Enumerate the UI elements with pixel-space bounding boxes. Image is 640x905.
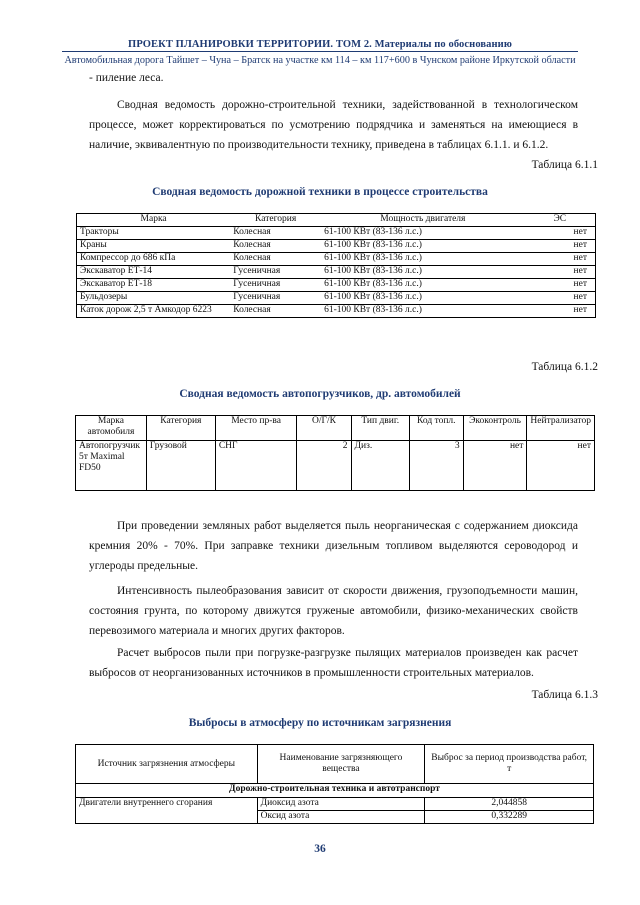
table-header-cell: Марка bbox=[77, 214, 231, 227]
table-row bbox=[76, 798, 594, 811]
table-header-cell: Код топл. bbox=[409, 416, 463, 441]
table-row bbox=[77, 227, 596, 240]
table-row bbox=[77, 279, 596, 292]
table-cell: Колесная bbox=[230, 253, 321, 266]
table-row bbox=[77, 292, 596, 305]
table-header-cell: Источник загрязнения атмосферы bbox=[76, 745, 258, 784]
table-cell: нет bbox=[525, 266, 596, 279]
paragraph-intensity: Интенсивность пылеобразования зависит от скорости движения, грузоподъемности машин, состояния грунта, по которому движутся груженые автомобили, физико-механических свойств перевозимого материала и многих других факторов. bbox=[89, 585, 578, 637]
table3-caption: Выбросы в атмосферу по источникам загрязнения bbox=[188, 717, 452, 729]
table-header-cell: Марка автомобиля bbox=[76, 416, 147, 441]
table-cell: Колесная bbox=[230, 305, 321, 318]
table-row bbox=[76, 441, 595, 491]
paragraph-dust: При проведении земляных работ выделяется пыль неорганическая с содержанием диоксида кремния 20% - 70%. При заправке техники дизельным топливом выделяются сероводород и углероды предельные. bbox=[89, 520, 578, 572]
table-cell: нет bbox=[525, 292, 596, 305]
table-cell: Бульдозеры bbox=[77, 292, 231, 305]
table-header-cell: Категория bbox=[146, 416, 215, 441]
table-cell: Колесная bbox=[230, 227, 321, 240]
table-section-row bbox=[76, 784, 594, 798]
document-header-title: ПРОЕКТ ПЛАНИРОВКИ ТЕРРИТОРИИ. ТОМ 2. Материалы по обоснованию bbox=[128, 39, 512, 50]
table-header-cell: О/Г/К bbox=[297, 416, 351, 441]
table-cell: Грузовой bbox=[146, 441, 215, 491]
table2-label: Таблица 6.1.2 bbox=[531, 361, 598, 373]
table2-caption: Сводная ведомость автопогрузчиков, др. автомобилей bbox=[179, 388, 461, 400]
table-cell: Каток дорож 2,5 т Амкодор 6223 bbox=[77, 305, 231, 318]
page-number: 36 bbox=[314, 843, 326, 855]
table1-label: Таблица 6.1.1 bbox=[531, 159, 598, 171]
table-cell: 61-100 КВт (83-136 л.с.) bbox=[321, 227, 525, 240]
table-row bbox=[77, 305, 596, 318]
table-cell: Краны bbox=[77, 240, 231, 253]
table-header-cell: ЭС bbox=[525, 214, 596, 227]
table-header-row bbox=[76, 745, 594, 784]
table-cell: нет bbox=[525, 305, 596, 318]
table-cell: Экскаватор ЕТ-18 bbox=[77, 279, 231, 292]
table-cell: Тракторы bbox=[77, 227, 231, 240]
table-row bbox=[77, 266, 596, 279]
table1-caption: Сводная ведомость дорожной техники в процессе строительства bbox=[152, 186, 488, 198]
document-header-subtitle: Автомобильная дорога Тайшет – Чуна – Братск на участке км 114 – км 117+600 в Чунском районе Иркутской области bbox=[64, 55, 576, 66]
table-cell: Компрессор до 686 кПа bbox=[77, 253, 231, 266]
table-header-row bbox=[77, 214, 596, 227]
table-cell: 61-100 КВт (83-136 л.с.) bbox=[321, 292, 525, 305]
table-cell: Автопогрузчик 5т Maximal FD50 bbox=[76, 441, 147, 491]
paragraph-list-item: - пиление леса. bbox=[89, 72, 164, 84]
table-header-cell: Место пр-ва bbox=[215, 416, 297, 441]
table-vehicles bbox=[75, 415, 595, 491]
table-cell: нет bbox=[525, 240, 596, 253]
table-cell: нет bbox=[525, 279, 596, 292]
table-cell: Диоксид азота bbox=[257, 798, 425, 811]
header-rule bbox=[62, 51, 578, 52]
table-cell: 2,044858 bbox=[425, 798, 594, 811]
table-cell: Гусеничная bbox=[230, 266, 321, 279]
table-header-cell: Мощность двигателя bbox=[321, 214, 525, 227]
table-cell: 61-100 КВт (83-136 л.с.) bbox=[321, 305, 525, 318]
table-cell: 0,332289 bbox=[425, 811, 594, 824]
table-row bbox=[77, 253, 596, 266]
table-cell: нет bbox=[527, 441, 595, 491]
table-cell: Оксид азота bbox=[257, 811, 425, 824]
paragraph-intro: Сводная ведомость дорожно-строительной техники, задействованной в технологическом процессе, может корректироваться по усмотрению подрядчика и заменяться на имеющиеся в наличие, эквивалентную по производительности технику, приведена в таблицах 6.1.1. и 6.1.2. bbox=[89, 99, 578, 151]
table-header-cell: Экоконтроль bbox=[463, 416, 527, 441]
table-header-cell: Наименование загрязняющего вещества bbox=[257, 745, 425, 784]
table-cell: 61-100 КВт (83-136 л.с.) bbox=[321, 266, 525, 279]
table-cell: 2 bbox=[297, 441, 351, 491]
table-cell-source: Двигатели внутреннего сгорания bbox=[76, 798, 258, 824]
table-cell: 3 bbox=[409, 441, 463, 491]
table-header-cell: Выброс за период производства работ, т bbox=[425, 745, 594, 784]
table-cell: 61-100 КВт (83-136 л.с.) bbox=[321, 240, 525, 253]
table-header-row bbox=[76, 416, 595, 441]
table-cell: Гусеничная bbox=[230, 279, 321, 292]
table-header-cell: Категория bbox=[230, 214, 321, 227]
table-section-cell: Дорожно-строительная техника и автотранспорт bbox=[76, 784, 594, 798]
table-cell: Гусеничная bbox=[230, 292, 321, 305]
table-cell: 61-100 КВт (83-136 л.с.) bbox=[321, 253, 525, 266]
table-cell: Диз. bbox=[351, 441, 409, 491]
table-cell: Колесная bbox=[230, 240, 321, 253]
table-header-cell: Тип двиг. bbox=[351, 416, 409, 441]
table-equipment bbox=[76, 213, 596, 318]
table3-label: Таблица 6.1.3 bbox=[531, 689, 598, 701]
table-cell: Экскаватор ЕТ-14 bbox=[77, 266, 231, 279]
table-cell: СНГ bbox=[215, 441, 297, 491]
table-header-cell: Нейтрализатор bbox=[527, 416, 595, 441]
table-row bbox=[77, 240, 596, 253]
table-cell: нет bbox=[525, 253, 596, 266]
table-cell: нет bbox=[525, 227, 596, 240]
table-emissions bbox=[75, 744, 594, 824]
table-cell: 61-100 КВт (83-136 л.с.) bbox=[321, 279, 525, 292]
table-cell: нет bbox=[463, 441, 527, 491]
paragraph-calculation: Расчет выбросов пыли при погрузке-разгрузке пылящих материалов произведен как расчет выбросов от неорганизованных источников в промышленности строительных материалов. bbox=[89, 647, 578, 679]
